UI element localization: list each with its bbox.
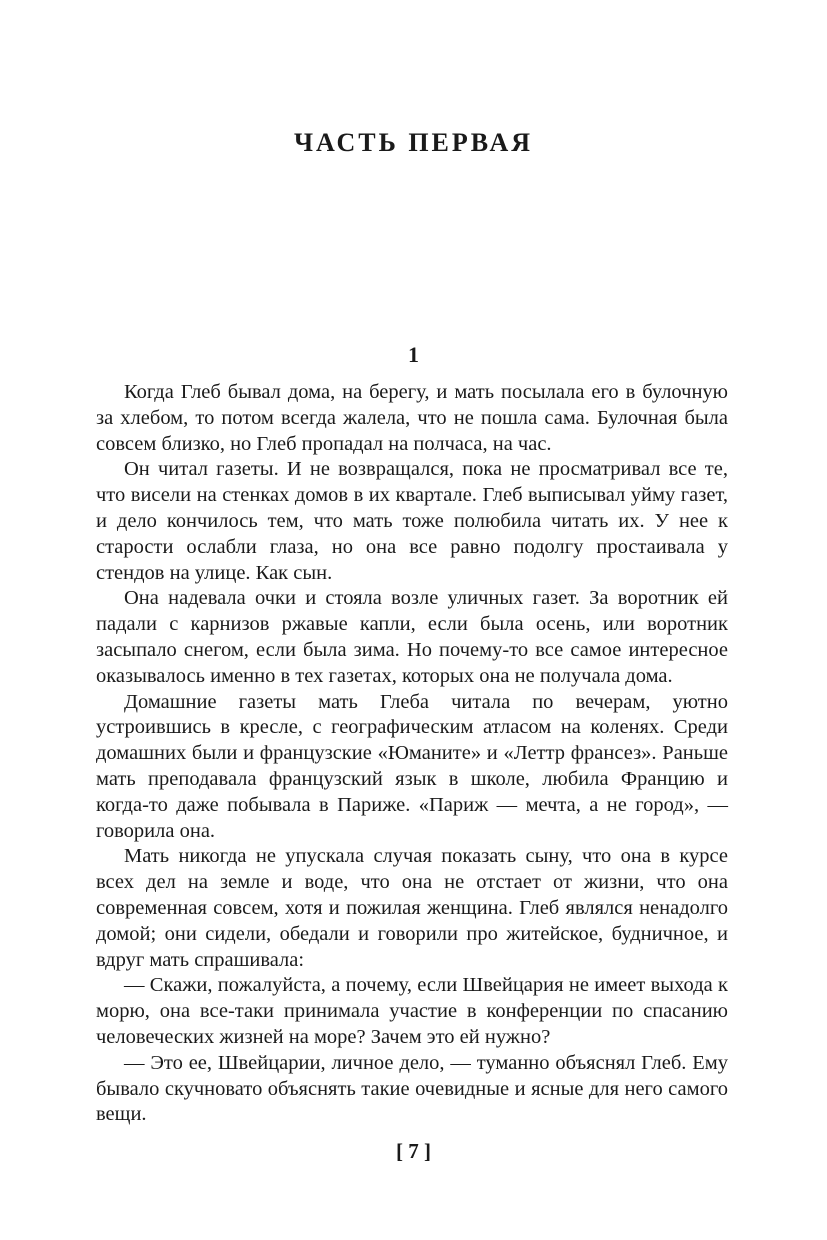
- paragraph: Когда Глеб бывал дома, на берегу, и мать посылала его в булочную за хлебом, то потом всегда жалела, что не пошла сама. Булочная была совсем близко, но Глеб пропадал на полчаса, на час.: [96, 381, 728, 455]
- paragraph: Она надевала очки и стояла возле уличных газет. За воротник ей падали с карнизов ржавые капли, если была осень, или воротник засыпало снегом, если была зима. Но почему-то все самое интересное оказывалось именно в тех газетах, которых она не получала дома.: [96, 587, 728, 687]
- paragraph: Он читал газеты. И не возвращался, пока не просматривал все те, что висели на стенках домов в их квартале. Глеб выписывал уйму газет, и дело кончилось тем, что мать тоже полюбила читать их. У нее к старости ослабли глаза, но она все равно подолгу простаивала у стендов на улице. Как сын.: [96, 458, 728, 584]
- page-number: [ 7 ]: [396, 1139, 431, 1163]
- paragraph: Мать никогда не упускала случая показать сыну, что она в курсе всех дел на земле и воде, что она не отстает от жизни, что она современная совсем, хотя и пожилая женщина. Глеб являлся ненадолго домой; они сидели, обедали и говорили про житейское, будничное, и вдруг мать спрашивала:: [96, 845, 728, 971]
- chapter-body: [96, 380, 728, 1128]
- part-title: ЧАСТЬ ПЕРВАЯ: [293, 128, 534, 157]
- dialogue-paragraph: — Это ее, Швейцарии, личное дело, — туманно объяснял Глеб. Ему бывало скучновато объяснять такие очевидные и ясные для него самого вещи.: [96, 1051, 728, 1126]
- chapter-number: 1: [408, 342, 419, 367]
- paragraph: Домашние газеты мать Глеба читала по вечерам, уютно устроившись в кресле, с географическим атласом на коленях. Среди домашних были и французские «Юманите» и «Леттр франсез». Раньше мать преподавала французский язык в школе, любила Францию и когда-то даже побывала в Париже. «Париж — мечта, а не город», — говорила она.: [96, 690, 728, 842]
- dialogue-paragraph: — Скажи, пожалуйста, а почему, если Швейцария не имеет выхода к морю, она все-таки принимала участие в конференции по спасанию человеческих жизней на море? Зачем это ей нужно?: [96, 974, 728, 1048]
